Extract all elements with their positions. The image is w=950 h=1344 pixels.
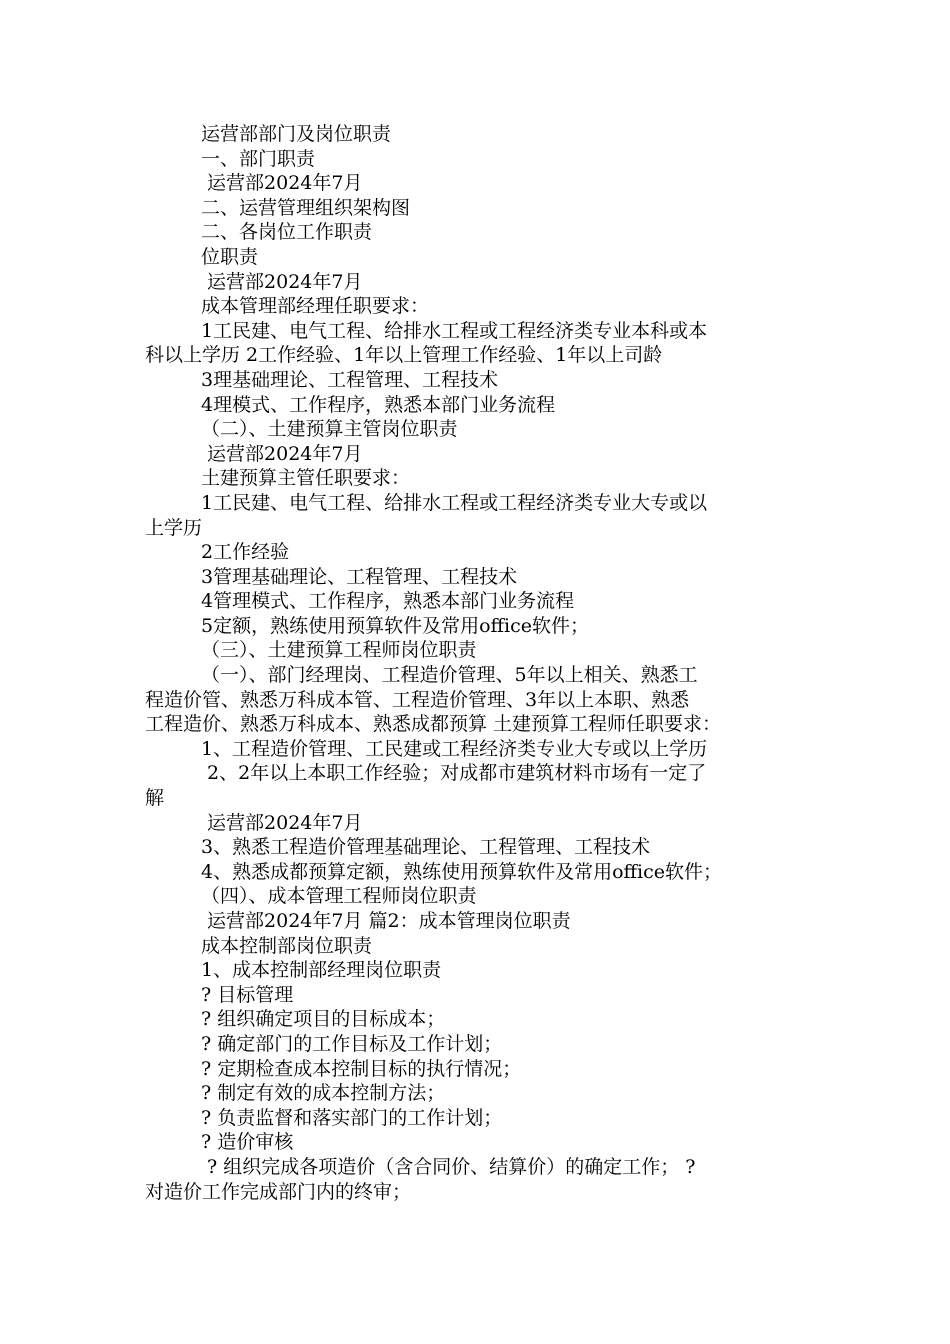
requirements-heading: 成本管理部经理任职要求： bbox=[201, 295, 430, 318]
date-line: 运营部2024年7月 bbox=[201, 811, 363, 834]
text-line: 科以上学历 2工作经验、1年以上管理工作经验、1年以上司龄 bbox=[145, 344, 663, 367]
date-line: 运营部2024年7月 bbox=[201, 270, 363, 293]
text-line: 4、熟悉成都预算定额，熟练使用预算软件及常用office软件； bbox=[201, 860, 722, 883]
text-line: 工程造价、熟悉万科成本、熟悉成都预算 土建预算工程师任职要求： bbox=[145, 713, 722, 736]
date-line: 运营部2024年7月 篇2：成本管理岗位职责 bbox=[201, 910, 571, 932]
list-item: ? 负责监督和落实部门的工作计划； bbox=[201, 1106, 503, 1129]
document-title: 运营部部门及岗位职责 bbox=[201, 123, 392, 145]
section-heading: 二、各岗位工作职责 bbox=[201, 221, 373, 244]
text-line: 程造价管、熟悉万科成本管、工程造价管理、3年以上本职、熟悉 bbox=[145, 688, 690, 711]
requirements-heading: 土建预算主管任职要求： bbox=[201, 467, 411, 490]
text-line: 位职责 bbox=[201, 245, 259, 268]
text-line: 5定额，熟练使用预算软件及常用office软件； bbox=[201, 614, 589, 637]
text-line: 2工作经验 bbox=[201, 541, 290, 564]
section-heading: 二、运营管理组织架构图 bbox=[201, 196, 411, 219]
list-item: ? 造价审核 bbox=[201, 1131, 294, 1154]
list-item: ? 制定有效的成本控制方法； bbox=[201, 1082, 446, 1105]
text-line: 上学历 bbox=[145, 516, 203, 539]
text-line: 3理基础理论、工程管理、工程技术 bbox=[201, 368, 499, 391]
text-line: 1工民建、电气工程、给排水工程或工程经济类专业本科或本 bbox=[201, 319, 708, 342]
text-line: 4理模式、工作程序，熟悉本部门业务流程 bbox=[201, 393, 556, 416]
text-line: 4管理模式、工作程序，熟悉本部门业务流程 bbox=[201, 590, 575, 613]
text-line: 1、工程造价管理、工民建或工程经济类专业大专或以上学历 bbox=[201, 737, 708, 760]
list-item: ? 目标管理 bbox=[201, 983, 294, 1006]
text-line: 2、2年以上本职工作经验；对成都市建筑材料市场有一定了 bbox=[201, 762, 707, 785]
list-item: ? 组织完成各项造价（含合同价、结算价）的确定工作； ? bbox=[201, 1155, 696, 1178]
subsection-heading: 1、成本控制部经理岗位职责 bbox=[201, 959, 442, 982]
document-body bbox=[145, 122, 807, 1204]
section-heading: 一、部门职责 bbox=[201, 147, 316, 170]
date-line: 运营部2024年7月 bbox=[201, 172, 363, 195]
list-item: ? 定期检查成本控制目标的执行情况； bbox=[201, 1057, 522, 1080]
text-line: 3管理基础理论、工程管理、工程技术 bbox=[201, 565, 518, 588]
text-line: 对造价工作完成部门内的终审； bbox=[145, 1180, 412, 1203]
text-line: 解 bbox=[145, 787, 165, 810]
text-line: 3、熟悉工程造价管理基础理论、工程管理、工程技术 bbox=[201, 836, 651, 859]
text-line: 1工民建、电气工程、给排水工程或工程经济类专业大专或以 bbox=[201, 491, 708, 514]
subsection-heading: （二）、土建预算主管岗位职责 bbox=[201, 418, 458, 441]
section-heading: 成本控制部岗位职责 bbox=[201, 934, 373, 957]
list-item: ? 组织确定项目的目标成本； bbox=[201, 1008, 446, 1031]
date-line: 运营部2024年7月 bbox=[201, 442, 363, 465]
subsection-heading: （三）、土建预算工程师岗位职责 bbox=[201, 639, 477, 662]
list-item: ? 确定部门的工作目标及工作计划； bbox=[201, 1032, 503, 1055]
subsection-heading: （四）、成本管理工程师岗位职责 bbox=[201, 885, 477, 908]
text-line: （一）、部门经理岗、工程造价管理、5年以上相关、熟悉工 bbox=[201, 664, 698, 687]
